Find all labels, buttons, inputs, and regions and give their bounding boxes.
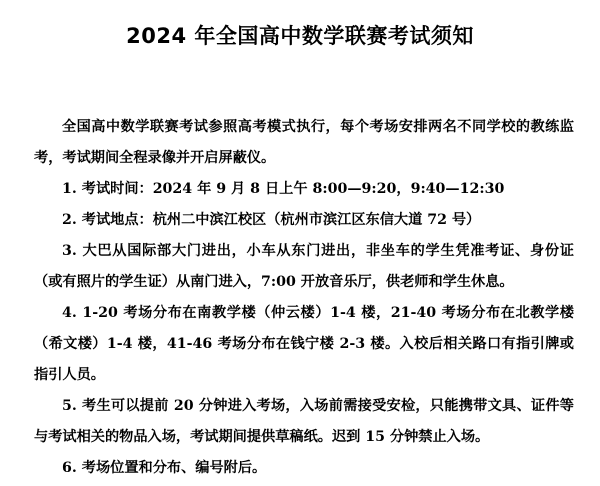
item-3-entrance-info: 3. 大巴从国际部大门进出，小车从东门进出，非坐车的学生凭准考证、身份证（或有照片的学生证）从南门进入，7:00 开放音乐厅，供老师和学生休息。: [34, 243, 574, 290]
item-4-room-distribution: 4. 1-20 考场分布在南教学楼（仲云楼）1-4 楼，21-40 考场分布在北教学楼（希文楼）1-4 楼，41-46 考场分布在钱宁楼 2-3 楼。入校后相关路口有指引牌或指引人员。: [34, 305, 574, 383]
item-1-exam-time: 1. 考试时间：2024 年 9 月 8 日上午 8:00—9:20，9:40—12:30: [62, 181, 505, 197]
item-6-appendix-note: 6. 考场位置和分布、编号附后。: [62, 460, 267, 476]
notice-body: [34, 112, 574, 484]
item-5-entry-rules: 5. 考生可以提前 20 分钟进入考场，入场前需接受安检，只能携带文具、证件等与考试相关的物品入场，考试期间提供草稿纸。迟到 15 分钟禁止入场。: [34, 398, 574, 445]
item-2-exam-location: 2. 考试地点：杭州二中滨江校区（杭州市滨江区东信大道 72 号）: [62, 212, 481, 228]
intro-paragraph: 全国高中数学联赛考试参照高考模式执行，每个考场安排两名不同学校的教练监考，考试期间全程录像并开启屏蔽仪。: [34, 119, 574, 166]
page-title: 2024 年全国高中数学联赛考试须知: [126, 24, 474, 48]
